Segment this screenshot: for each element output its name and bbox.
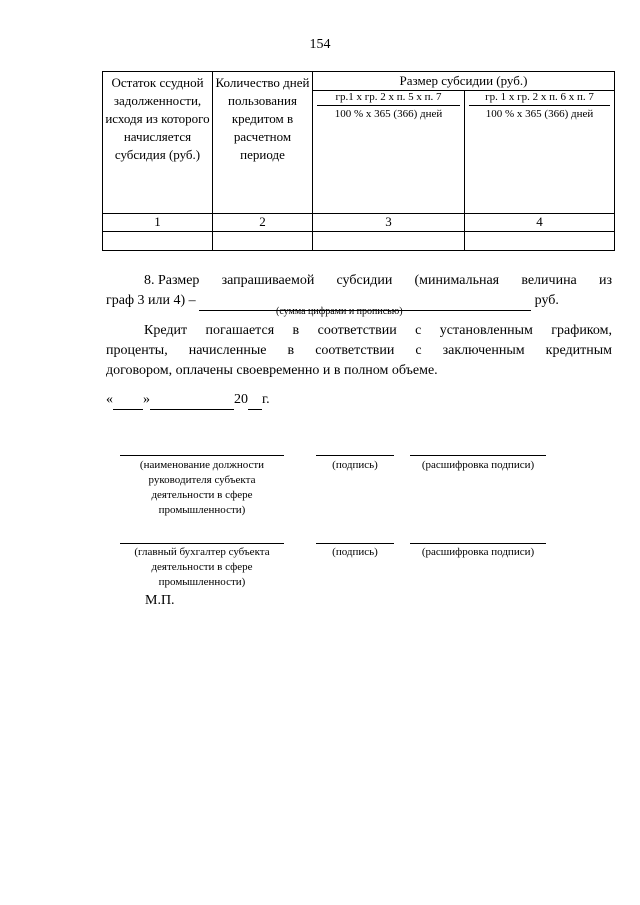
credit-text-line-1: Кредит погашается в соответствии с установленным графиком, — [144, 323, 612, 338]
col1-header: Остаток ссудной задолженности, исходя из которого начисляется субсидия (руб.) — [103, 72, 213, 214]
director-signature-line[interactable] — [316, 455, 394, 456]
column-number-1: 1 — [103, 214, 213, 232]
column-number-4: 4 — [465, 214, 615, 232]
value-cell-2[interactable] — [213, 232, 313, 251]
p8-word-6: из — [598, 273, 612, 288]
date-open-quote: « — [106, 392, 113, 407]
director-decoding-label: (расшифровка подписи) — [421, 459, 535, 471]
subsidy-table — [102, 71, 615, 251]
amount-caption: (сумма цифрами и прописью) — [276, 306, 403, 317]
value-cell-3[interactable] — [313, 232, 465, 251]
accountant-decoding-label: (расшифровка подписи) — [421, 546, 535, 558]
credit-text-line-3: договором, оплачены своевременно и в полном объеме. — [106, 363, 438, 378]
year-prefix: 20 — [234, 392, 248, 407]
subsidy-size-header: Размер субсидии (руб.) — [313, 72, 615, 91]
value-cell-4[interactable] — [465, 232, 615, 251]
p8-line2-prefix: граф 3 или 4) – — [106, 293, 196, 308]
paragraph-8-line-1 — [144, 271, 612, 291]
p8-word-3: субсидии — [336, 273, 393, 288]
stamp-place-label: М.П. — [145, 593, 175, 608]
accountant-position-label: (главный бухгалтер субъекта деятельности в сфере промышленности) — [134, 546, 270, 588]
col4-formula-numerator: гр. 1 x гр. 2 x п. 6 x п. 7 — [469, 91, 610, 106]
column-number-3: 3 — [313, 214, 465, 232]
col2-header: Количество дней пользования кредитом в расчетном периоде — [213, 72, 313, 214]
year-suffix: г. — [262, 392, 270, 407]
page-number: 154 — [309, 37, 331, 52]
day-field[interactable] — [113, 395, 143, 410]
value-cell-1[interactable] — [103, 232, 213, 251]
date-close-quote: » — [143, 392, 150, 407]
month-field[interactable] — [150, 395, 234, 410]
p8-word-4: (минимальная — [414, 273, 500, 288]
accountant-signature-line[interactable] — [316, 543, 394, 544]
col3-formula-numerator: гр.1 x гр. 2 x п. 5 x п. 7 — [317, 91, 460, 106]
p8-word-5: величина — [521, 273, 577, 288]
p8-line2-suffix: руб. — [534, 293, 559, 308]
col4-formula-denominator: 100 % x 365 (366) дней — [485, 108, 594, 120]
year-field[interactable] — [248, 395, 262, 410]
director-decoding-line[interactable] — [410, 455, 546, 456]
col4-formula-cell — [465, 91, 615, 214]
accountant-position-line[interactable] — [120, 543, 284, 544]
p8-word-1: 8. Размер — [144, 273, 200, 288]
col3-formula-denominator: 100 % x 365 (366) дней — [334, 108, 443, 120]
director-position-label: (наименование должности руководителя субъекта деятельности в сфере промышленности) — [139, 459, 265, 516]
column-number-2: 2 — [213, 214, 313, 232]
accountant-decoding-line[interactable] — [410, 543, 546, 544]
director-signature-label: (подпись) — [332, 459, 378, 471]
director-position-line[interactable] — [120, 455, 284, 456]
p8-word-2: запрашиваемой — [221, 273, 315, 288]
accountant-signature-label: (подпись) — [332, 546, 378, 558]
credit-text-line-2: проценты, начисленные в соответствии с заключенным кредитным — [106, 343, 612, 358]
date-line — [106, 390, 612, 410]
col3-formula-cell — [313, 91, 465, 214]
